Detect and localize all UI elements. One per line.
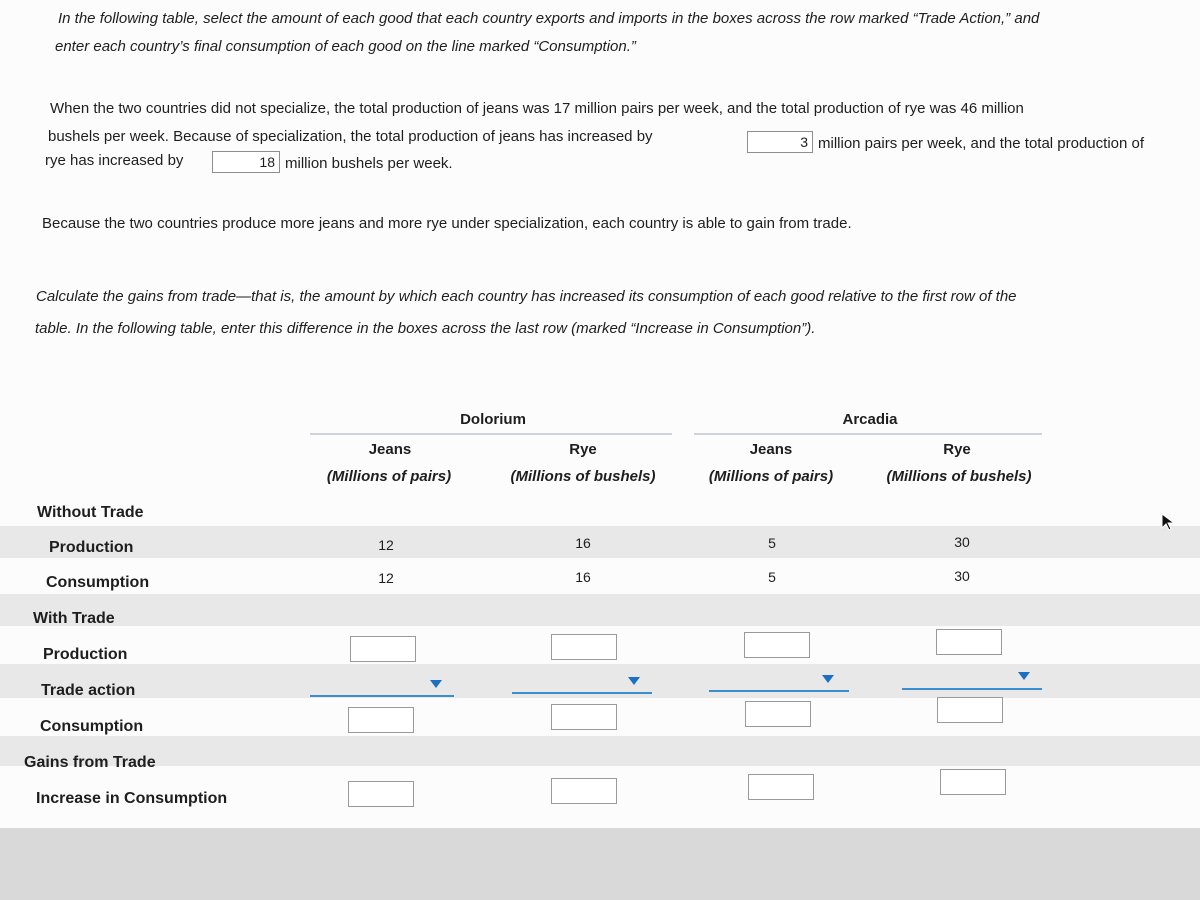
row-stripe-gains — [0, 736, 1200, 766]
rye-increase-field[interactable]: 18 — [212, 151, 280, 173]
row-label-increase-in-consumption: Increase in Consumption — [36, 790, 228, 807]
increase-input-arcadia-jeans[interactable] — [748, 774, 814, 800]
trade-action-dropdown-arcadia-jeans[interactable] — [709, 672, 849, 694]
column-unit-arcadia-jeans: (Millions of pairs) — [708, 468, 834, 485]
gain-statement: Because the two countries produce more jeans and more rye under specialization, each country is able to gain from trade. — [42, 215, 852, 232]
consumption-arcadia-jeans: 5 — [768, 569, 776, 585]
dolorium-header-rule — [310, 433, 672, 435]
instructions-line-1: Calculate the gains from trade—that is, the amount by which each country has increased its consumption of each good relative to the first row of the — [36, 288, 1017, 305]
country-header-dolorium: Dolorium — [460, 411, 526, 428]
consumption-input-dolorium-jeans[interactable] — [348, 707, 414, 733]
column-good-arcadia-jeans: Jeans — [749, 441, 793, 458]
trade-action-dropdown-dolorium-jeans[interactable] — [310, 676, 456, 698]
column-unit-dolorium-jeans: (Millions of pairs) — [326, 468, 452, 485]
chevron-down-icon — [628, 677, 640, 685]
chevron-down-icon — [822, 675, 834, 683]
production-input-dolorium-rye[interactable] — [551, 634, 617, 660]
trade-action-dropdown-arcadia-rye[interactable] — [902, 670, 1042, 692]
column-good-dolorium-rye: Rye — [569, 441, 597, 458]
row-label-consumption: Consumption — [46, 574, 150, 591]
dropdown-underline — [512, 692, 652, 694]
intro-line-2: enter each country’s final consumption of each good on the line marked “Consumption.” — [55, 38, 636, 55]
column-good-arcadia-rye: Rye — [943, 441, 971, 458]
dropdown-underline — [310, 695, 454, 697]
consumption-input-arcadia-rye[interactable] — [937, 697, 1003, 723]
column-unit-dolorium-rye: (Millions of bushels) — [510, 468, 656, 485]
consumption-dolorium-rye: 16 — [575, 569, 591, 585]
intro-line-1: In the following table, select the amount of each good that each country exports and imports in the boxes across the row marked “Trade Action,” and — [58, 10, 1040, 27]
consumption-dolorium-jeans: 12 — [378, 570, 394, 586]
arcadia-header-rule — [694, 433, 1042, 435]
row-label-consumption-with-trade: Consumption — [40, 718, 144, 735]
dropdown-underline — [902, 688, 1042, 690]
increase-input-arcadia-rye[interactable] — [940, 769, 1006, 795]
chevron-down-icon — [430, 680, 442, 688]
specialization-line-2-post: million pairs per week, and the total production of — [818, 135, 1145, 152]
row-label-with-trade: With Trade — [33, 610, 115, 627]
row-label-without-trade: Without Trade — [37, 504, 144, 521]
consumption-arcadia-rye: 30 — [954, 568, 970, 584]
production-dolorium-jeans: 12 — [378, 537, 394, 553]
country-header-arcadia: Arcadia — [842, 411, 898, 428]
production-input-arcadia-rye[interactable] — [936, 629, 1002, 655]
row-stripe-bottom — [0, 828, 1200, 900]
production-arcadia-rye: 30 — [954, 534, 970, 550]
specialization-line-1: When the two countries did not specialize, the total production of jeans was 17 million pairs per week, and the total production of rye was 46 million — [50, 100, 1024, 117]
instructions-line-2: table. In the following table, enter this difference in the boxes across the last row (marked “Increase in Consumption”). — [35, 320, 816, 337]
dropdown-underline — [709, 690, 849, 692]
specialization-line-2-pre: bushels per week. Because of specialization, the total production of jeans has increased by — [48, 128, 653, 145]
row-label-gains-from-trade: Gains from Trade — [24, 754, 156, 771]
jeans-increase-field[interactable]: 3 — [747, 131, 813, 153]
specialization-line-3-post: million bushels per week. — [285, 155, 453, 172]
chevron-down-icon — [1018, 672, 1030, 680]
row-stripe-with-trade — [0, 594, 1200, 626]
specialization-line-3-pre: rye has increased by — [45, 152, 184, 169]
consumption-input-arcadia-jeans[interactable] — [745, 701, 811, 727]
trade-action-dropdown-dolorium-rye[interactable] — [512, 674, 652, 696]
row-label-production-with-trade: Production — [43, 646, 128, 663]
column-good-dolorium-jeans: Jeans — [368, 441, 412, 458]
increase-input-dolorium-rye[interactable] — [551, 778, 617, 804]
production-input-dolorium-jeans[interactable] — [350, 636, 416, 662]
mouse-cursor-icon — [1160, 512, 1180, 532]
production-input-arcadia-jeans[interactable] — [744, 632, 810, 658]
production-arcadia-jeans: 5 — [768, 535, 776, 551]
row-label-production: Production — [49, 539, 134, 556]
column-unit-arcadia-rye: (Millions of bushels) — [886, 468, 1032, 485]
production-dolorium-rye: 16 — [575, 535, 591, 551]
row-label-trade-action: Trade action — [41, 682, 136, 699]
increase-input-dolorium-jeans[interactable] — [348, 781, 414, 807]
consumption-input-dolorium-rye[interactable] — [551, 704, 617, 730]
